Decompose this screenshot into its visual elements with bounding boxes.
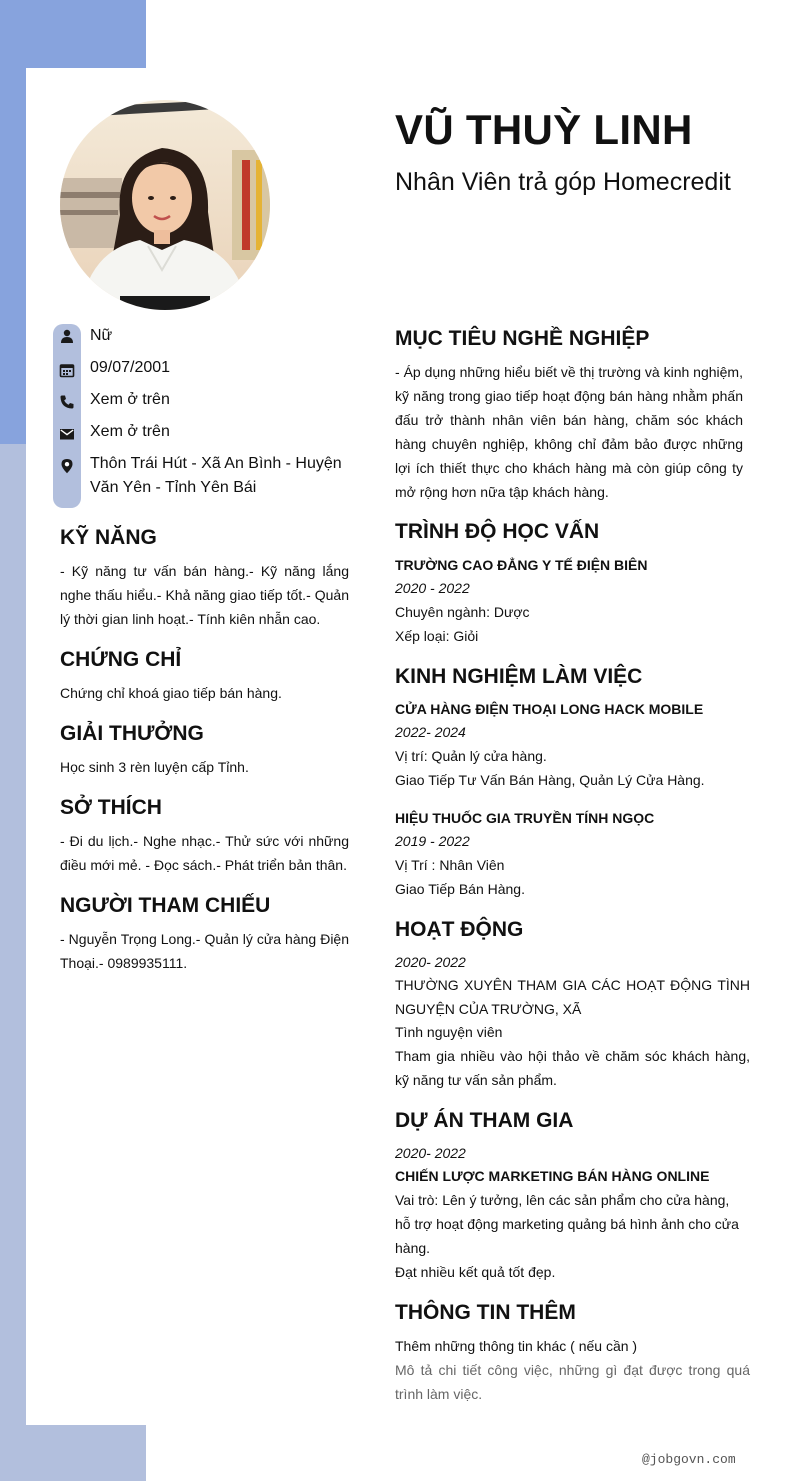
- footer-watermark: @jobgovn.com: [642, 1452, 736, 1467]
- experience-description: Giao Tiếp Bán Hàng.: [395, 881, 525, 897]
- experience-description: Giao Tiếp Tư Vấn Bán Hàng, Quản Lý Cửa Hàng.: [395, 772, 705, 788]
- address-text: Thôn Trái Hút - Xã An Bình - Huyện Văn Yên - Tỉnh Yên Bái: [90, 455, 342, 496]
- email-text: Xem ở trên: [90, 423, 170, 440]
- candidate-name: VŨ THUỲ LINH: [395, 106, 693, 153]
- additional-info-title: THÔNG TIN THÊM: [395, 1301, 576, 1324]
- location-pin-icon: [59, 458, 75, 474]
- experience-period: 2022- 2024: [395, 724, 466, 740]
- mail-icon: [59, 426, 75, 442]
- activities-period: 2020- 2022: [395, 954, 466, 970]
- awards-text: Học sinh 3 rèn luyện cấp Tỉnh.: [60, 759, 249, 775]
- job-title: Nhân Viên trả góp Homecredit: [395, 168, 731, 196]
- skills-text: - Kỹ năng tư vấn bán hàng.- Kỹ năng lắng nghe thấu hiểu.- Khả năng giao tiếp tốt.- Quản lý thời gian linh hoạt.- Tính kiên nhẫn cao.: [60, 563, 349, 627]
- profile-photo: [60, 100, 270, 310]
- references-title: NGƯỜI THAM CHIẾU: [60, 894, 271, 917]
- person-icon: [59, 328, 75, 344]
- activities-organization: THƯỜNG XUYÊN THAM GIA CÁC HOẠT ĐỘNG TÌNH NGUYỆN CỦA TRƯỜNG, XÃ: [395, 977, 750, 1017]
- hobbies-title: SỞ THÍCH: [60, 796, 162, 819]
- activities-title: HOẠT ĐỘNG: [395, 918, 524, 941]
- projects-title: DỰ ÁN THAM GIA: [395, 1109, 574, 1132]
- contact-icon-bar: [53, 324, 81, 508]
- projects-result: Đạt nhiều kết quả tốt đẹp.: [395, 1264, 556, 1280]
- experience-company: CỬA HÀNG ĐIỆN THOẠI LONG HACK MOBILE: [395, 701, 704, 717]
- additional-info-text: Thêm những thông tin khác ( nếu cần ): [395, 1338, 638, 1354]
- references-text: - Nguyễn Trọng Long.- Quản lý cửa hàng Điện Thoại.- 0989935111.: [60, 931, 349, 971]
- projects-name: CHIẾN LƯỢC MARKETING BÁN HÀNG ONLINE: [395, 1168, 710, 1184]
- education-grade: Xếp loại: Giỏi: [395, 628, 479, 644]
- birthday-text: 09/07/2001: [90, 359, 171, 376]
- projects-period: 2020- 2022: [395, 1145, 466, 1161]
- phone-text: Xem ở trên: [90, 391, 170, 408]
- gender-text: Nữ: [90, 327, 113, 344]
- objective-title: MỤC TIÊU NGHỀ NGHIỆP: [395, 327, 650, 350]
- phone-icon: [59, 394, 75, 410]
- skills-title: KỸ NĂNG: [60, 526, 157, 549]
- experience-period: 2019 - 2022: [395, 833, 470, 849]
- activities-description: Tham gia nhiều vào hội thảo về chăm sóc khách hàng, kỹ năng tư vấn sản phẩm.: [395, 1048, 750, 1088]
- education-title: TRÌNH ĐỘ HỌC VẤN: [395, 520, 600, 543]
- education-school: TRƯỜNG CAO ĐẲNG Y TẾ ĐIỆN BIÊN: [395, 557, 648, 573]
- activities-role: Tình nguyện viên: [395, 1024, 503, 1040]
- experience-title: KINH NGHIỆM LÀM VIỆC: [395, 665, 643, 688]
- projects-role: Vai trò: Lên ý tưởng, lên các sản phẩm cho cửa hàng, hỗ trợ hoạt động marketing quảng bá hình ảnh cho cửa hàng.: [395, 1192, 739, 1256]
- education-major: Chuyên ngành: Dược: [395, 604, 530, 620]
- certificates-text: Chứng chỉ khoá giao tiếp bán hàng.: [60, 685, 282, 701]
- experience-position: Vị Trí : Nhân Viên: [395, 857, 505, 873]
- additional-info-hint: Mô tả chi tiết công việc, những gì đạt được trong quá trình làm việc.: [395, 1362, 750, 1402]
- experience-company: HIỆU THUỐC GIA TRUYỀN TÍNH NGỌC: [395, 810, 655, 826]
- experience-position: Vị trí: Quản lý cửa hàng.: [395, 748, 547, 764]
- calendar-icon: [59, 362, 75, 378]
- hobbies-text: - Đi du lịch.- Nghe nhạc.- Thử sức với những điều mới mẻ. - Đọc sách.- Phát triển bản thân.: [60, 833, 349, 873]
- education-period: 2020 - 2022: [395, 580, 470, 596]
- objective-text: - Áp dụng những hiểu biết về thị trường và kinh nghiệm, kỹ năng trong giao tiếp hoạt động bán hàng nhằm phấn đấu trở thành nhân viên bán hàng, chăm sóc khách hàng chuyên nghiệp, không chỉ đảm bảo được những lợi ích thiết thực cho khách hàng mà còn giúp công ty mở rộng hơn nữa tập khách hàng.: [395, 364, 743, 500]
- awards-title: GIẢI THƯỞNG: [60, 722, 204, 745]
- certificates-title: CHỨNG CHỈ: [60, 648, 182, 671]
